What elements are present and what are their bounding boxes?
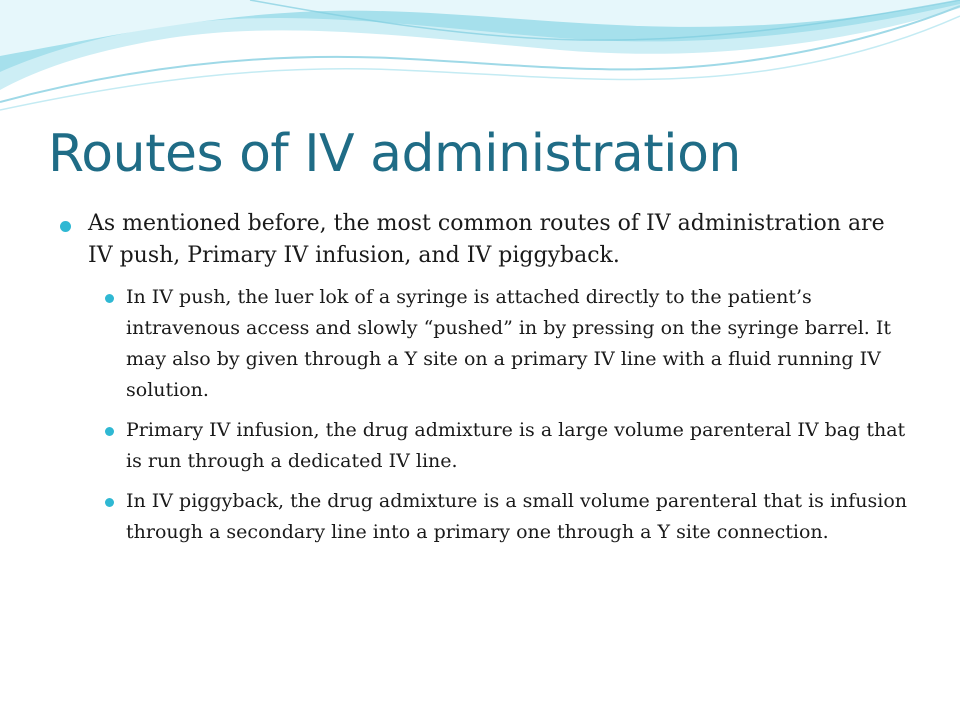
slide-title: Routes of IV administration bbox=[48, 124, 741, 184]
sub-bullet-text: Primary IV infusion, the drug admixture is a large volume parenteral IV bag that is run through a dedicated IV line. bbox=[126, 419, 906, 472]
header-wave-decoration bbox=[0, 0, 960, 120]
sub-bullet-dot-icon bbox=[105, 498, 114, 507]
sub-bullet-piggyback bbox=[96, 486, 908, 548]
sub-bullet-text: In IV push, the luer lok of a syringe is attached directly to the patient’s intravenous access and slowly “pushed” in by pressing on the syringe barrel. It may also by given through a Y site on a primary IV line with a fluid running IV solution. bbox=[126, 286, 892, 401]
sub-bullet-dot-icon bbox=[105, 294, 114, 303]
bullet-main-text: As mentioned before, the most common routes of IV administration are IV push, Primary IV infusion, and IV piggyback. bbox=[88, 211, 885, 268]
sub-bullet-text: In IV piggyback, the drug admixture is a small volume parenteral that is infusion through a secondary line into a primary one through a Y site connection. bbox=[126, 490, 908, 543]
bullet-list bbox=[58, 208, 908, 557]
sub-bullet-iv-push bbox=[96, 282, 908, 406]
bullet-dot-icon bbox=[60, 221, 71, 232]
sub-bullet-primary-infusion bbox=[96, 415, 908, 477]
sub-bullet-dot-icon bbox=[105, 427, 114, 436]
bullet-main bbox=[58, 208, 908, 272]
